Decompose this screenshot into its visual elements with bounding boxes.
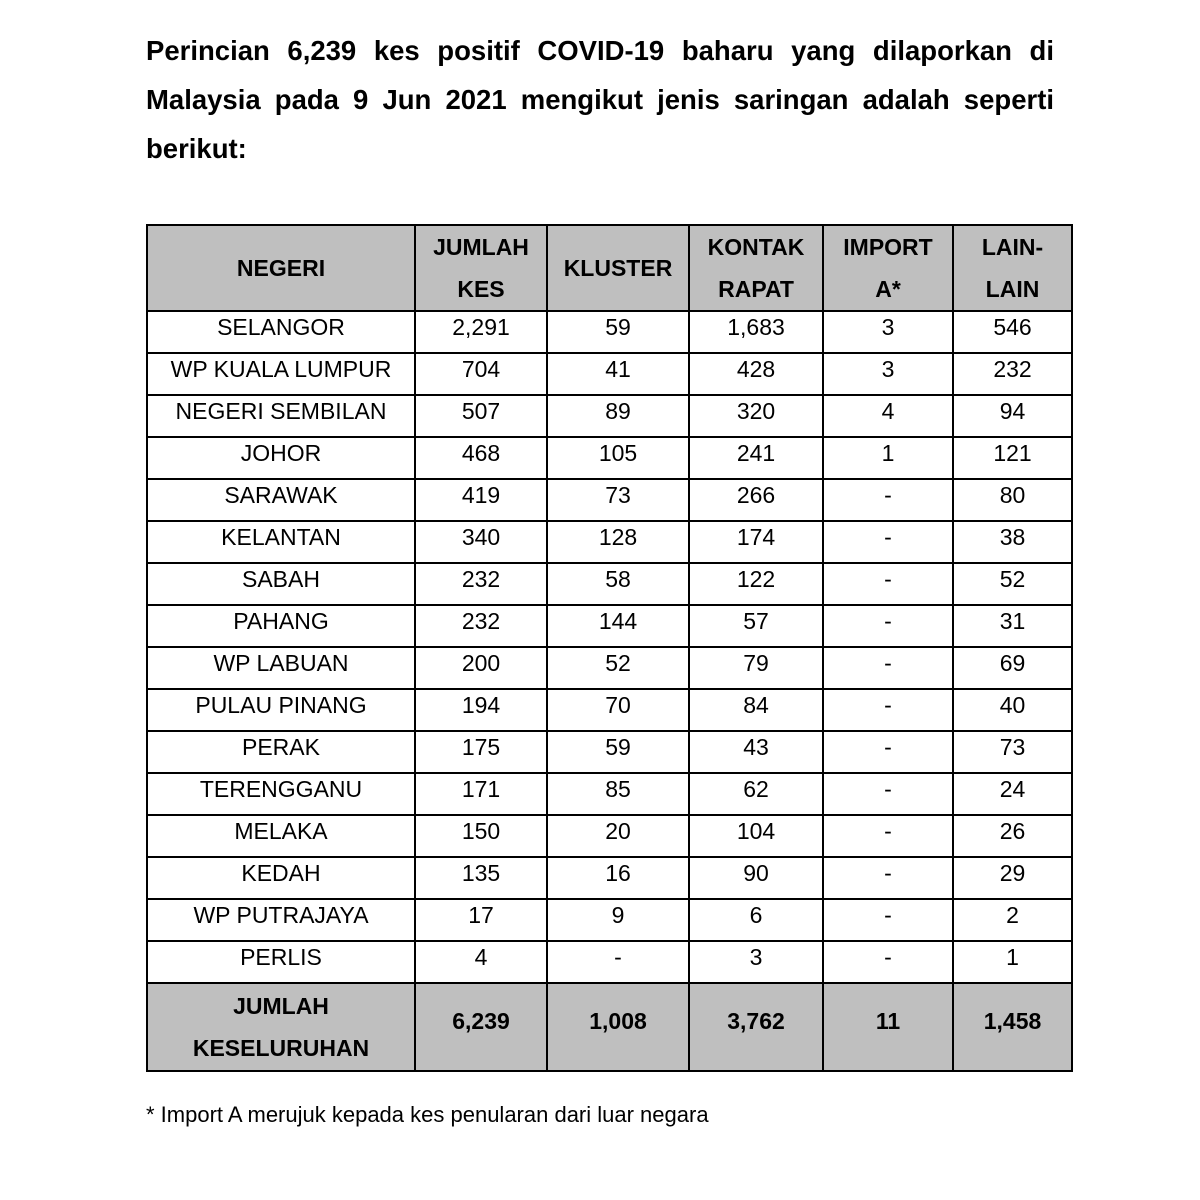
table-row xyxy=(147,899,1072,941)
cell-import-a: - xyxy=(823,563,953,605)
cell-lain-lain: 38 xyxy=(953,521,1072,563)
header-kontak-rapat-line-1: KONTAK xyxy=(707,234,805,260)
total-kluster: 1,008 xyxy=(547,983,689,1071)
cell-negeri: WP KUALA LUMPUR xyxy=(147,353,415,395)
cell-lain-lain: 24 xyxy=(953,773,1072,815)
cell-negeri: TERENGGANU xyxy=(147,773,415,815)
cell-import-a: 1 xyxy=(823,437,953,479)
table-row xyxy=(147,353,1072,395)
cell-kontak-rapat: 90 xyxy=(689,857,823,899)
cell-negeri: SABAH xyxy=(147,563,415,605)
cell-jumlah-kes: 704 xyxy=(415,353,547,395)
header-import-a-line-2: A* xyxy=(875,276,901,302)
cell-negeri: WP PUTRAJAYA xyxy=(147,899,415,941)
cell-kluster: 59 xyxy=(547,311,689,353)
table-row xyxy=(147,479,1072,521)
total-label xyxy=(147,983,415,1071)
cell-kontak-rapat: 62 xyxy=(689,773,823,815)
cell-import-a: - xyxy=(823,773,953,815)
intro-paragraph: Perincian 6,239 kes positif COVID-19 baharu yang dilaporkan di Malaysia pada 9 Jun 2021 mengikut jenis saringan adalah seperti berikut: xyxy=(146,35,1054,164)
cell-kontak-rapat: 266 xyxy=(689,479,823,521)
cell-kontak-rapat: 104 xyxy=(689,815,823,857)
cell-import-a: - xyxy=(823,479,953,521)
total-import-a: 11 xyxy=(823,983,953,1071)
header-kluster-label: KLUSTER xyxy=(563,255,673,281)
cell-lain-lain: 69 xyxy=(953,647,1072,689)
cell-kluster: 59 xyxy=(547,731,689,773)
cell-negeri: PULAU PINANG xyxy=(147,689,415,731)
header-jumlah-kes xyxy=(415,225,547,311)
table-row xyxy=(147,689,1072,731)
cell-negeri: NEGERI SEMBILAN xyxy=(147,395,415,437)
header-lain-lain-line-2: LAIN xyxy=(985,276,1040,302)
cell-lain-lain: 52 xyxy=(953,563,1072,605)
cell-jumlah-kes: 232 xyxy=(415,563,547,605)
table-row xyxy=(147,563,1072,605)
cell-lain-lain: 80 xyxy=(953,479,1072,521)
cell-kontak-rapat: 57 xyxy=(689,605,823,647)
cell-kluster: 70 xyxy=(547,689,689,731)
header-negeri-label: NEGERI xyxy=(236,255,326,281)
cell-lain-lain: 121 xyxy=(953,437,1072,479)
cell-import-a: 4 xyxy=(823,395,953,437)
cell-negeri: MELAKA xyxy=(147,815,415,857)
cell-import-a: - xyxy=(823,647,953,689)
cell-jumlah-kes: 4 xyxy=(415,941,547,983)
cell-lain-lain: 1 xyxy=(953,941,1072,983)
table-row xyxy=(147,437,1072,479)
table-row xyxy=(147,857,1072,899)
cell-lain-lain: 26 xyxy=(953,815,1072,857)
cell-import-a: - xyxy=(823,521,953,563)
cell-kontak-rapat: 1,683 xyxy=(689,311,823,353)
cell-negeri: PERAK xyxy=(147,731,415,773)
cell-lain-lain: 40 xyxy=(953,689,1072,731)
cell-lain-lain: 31 xyxy=(953,605,1072,647)
table-header xyxy=(147,225,1072,311)
table-row xyxy=(147,311,1072,353)
cell-import-a: - xyxy=(823,731,953,773)
cell-import-a: - xyxy=(823,689,953,731)
cell-kluster: 58 xyxy=(547,563,689,605)
cell-kontak-rapat: 84 xyxy=(689,689,823,731)
table-row xyxy=(147,647,1072,689)
cell-kontak-rapat: 174 xyxy=(689,521,823,563)
cell-jumlah-kes: 340 xyxy=(415,521,547,563)
cell-negeri: KEDAH xyxy=(147,857,415,899)
cell-import-a: - xyxy=(823,815,953,857)
header-lain-lain xyxy=(953,225,1072,311)
cell-lain-lain: 546 xyxy=(953,311,1072,353)
cell-lain-lain: 94 xyxy=(953,395,1072,437)
cell-kontak-rapat: 6 xyxy=(689,899,823,941)
cell-kluster: 41 xyxy=(547,353,689,395)
cell-import-a: 3 xyxy=(823,353,953,395)
table-footer xyxy=(147,983,1072,1071)
cell-kontak-rapat: 122 xyxy=(689,563,823,605)
cell-kontak-rapat: 3 xyxy=(689,941,823,983)
table-row xyxy=(147,395,1072,437)
table-row xyxy=(147,605,1072,647)
cell-import-a: - xyxy=(823,899,953,941)
cell-kluster: 9 xyxy=(547,899,689,941)
cell-import-a: - xyxy=(823,941,953,983)
cell-lain-lain: 232 xyxy=(953,353,1072,395)
cell-jumlah-kes: 17 xyxy=(415,899,547,941)
cell-import-a: 3 xyxy=(823,311,953,353)
cell-jumlah-kes: 468 xyxy=(415,437,547,479)
cell-jumlah-kes: 2,291 xyxy=(415,311,547,353)
total-row xyxy=(147,983,1072,1071)
table-row xyxy=(147,773,1072,815)
cell-jumlah-kes: 171 xyxy=(415,773,547,815)
cell-jumlah-kes: 419 xyxy=(415,479,547,521)
cell-negeri: KELANTAN xyxy=(147,521,415,563)
total-lain-lain: 1,458 xyxy=(953,983,1072,1071)
total-jumlah-kes: 6,239 xyxy=(415,983,547,1071)
cell-kontak-rapat: 320 xyxy=(689,395,823,437)
cell-kluster: 85 xyxy=(547,773,689,815)
cell-kluster: 128 xyxy=(547,521,689,563)
header-jumlah-kes-line-1: JUMLAH xyxy=(433,234,529,260)
cell-kontak-rapat: 428 xyxy=(689,353,823,395)
cell-negeri: PAHANG xyxy=(147,605,415,647)
cell-kluster: 20 xyxy=(547,815,689,857)
footnote: * Import A merujuk kepada kes penularan dari luar negara xyxy=(146,1102,709,1127)
cell-jumlah-kes: 150 xyxy=(415,815,547,857)
total-label-line-2: KESELURUHAN xyxy=(192,1035,370,1061)
cell-jumlah-kes: 175 xyxy=(415,731,547,773)
cell-jumlah-kes: 194 xyxy=(415,689,547,731)
table-row xyxy=(147,815,1072,857)
total-kontak-rapat: 3,762 xyxy=(689,983,823,1071)
cell-negeri: WP LABUAN xyxy=(147,647,415,689)
cell-lain-lain: 73 xyxy=(953,731,1072,773)
cell-negeri: SELANGOR xyxy=(147,311,415,353)
table-row xyxy=(147,521,1072,563)
header-kontak-rapat-line-2: RAPAT xyxy=(718,276,794,302)
cell-kluster: 144 xyxy=(547,605,689,647)
cell-kluster: - xyxy=(547,941,689,983)
cell-import-a: - xyxy=(823,857,953,899)
cell-negeri: SARAWAK xyxy=(147,479,415,521)
cell-lain-lain: 29 xyxy=(953,857,1072,899)
header-kontak-rapat xyxy=(689,225,823,311)
header-import-a-line-1: IMPORT xyxy=(843,234,933,260)
table-body xyxy=(147,311,1072,983)
cell-jumlah-kes: 135 xyxy=(415,857,547,899)
table-row xyxy=(147,941,1072,983)
header-jumlah-kes-line-2: KES xyxy=(457,276,505,302)
header-lain-lain-line-1: LAIN- xyxy=(981,234,1044,260)
cell-kluster: 16 xyxy=(547,857,689,899)
cell-negeri: JOHOR xyxy=(147,437,415,479)
total-label-line-1: JUMLAH xyxy=(233,993,329,1019)
cell-lain-lain: 2 xyxy=(953,899,1072,941)
cell-jumlah-kes: 507 xyxy=(415,395,547,437)
cell-kontak-rapat: 43 xyxy=(689,731,823,773)
cell-import-a: - xyxy=(823,605,953,647)
header-import-a xyxy=(823,225,953,311)
header-kluster xyxy=(547,225,689,311)
cell-kluster: 89 xyxy=(547,395,689,437)
cell-kluster: 52 xyxy=(547,647,689,689)
header-negeri xyxy=(147,225,415,311)
cell-kontak-rapat: 241 xyxy=(689,437,823,479)
table-row xyxy=(147,731,1072,773)
cell-kontak-rapat: 79 xyxy=(689,647,823,689)
cell-kluster: 73 xyxy=(547,479,689,521)
cell-kluster: 105 xyxy=(547,437,689,479)
cell-jumlah-kes: 200 xyxy=(415,647,547,689)
covid-cases-table xyxy=(146,224,1073,1072)
cell-jumlah-kes: 232 xyxy=(415,605,547,647)
cell-negeri: PERLIS xyxy=(147,941,415,983)
header-row xyxy=(147,225,1072,311)
